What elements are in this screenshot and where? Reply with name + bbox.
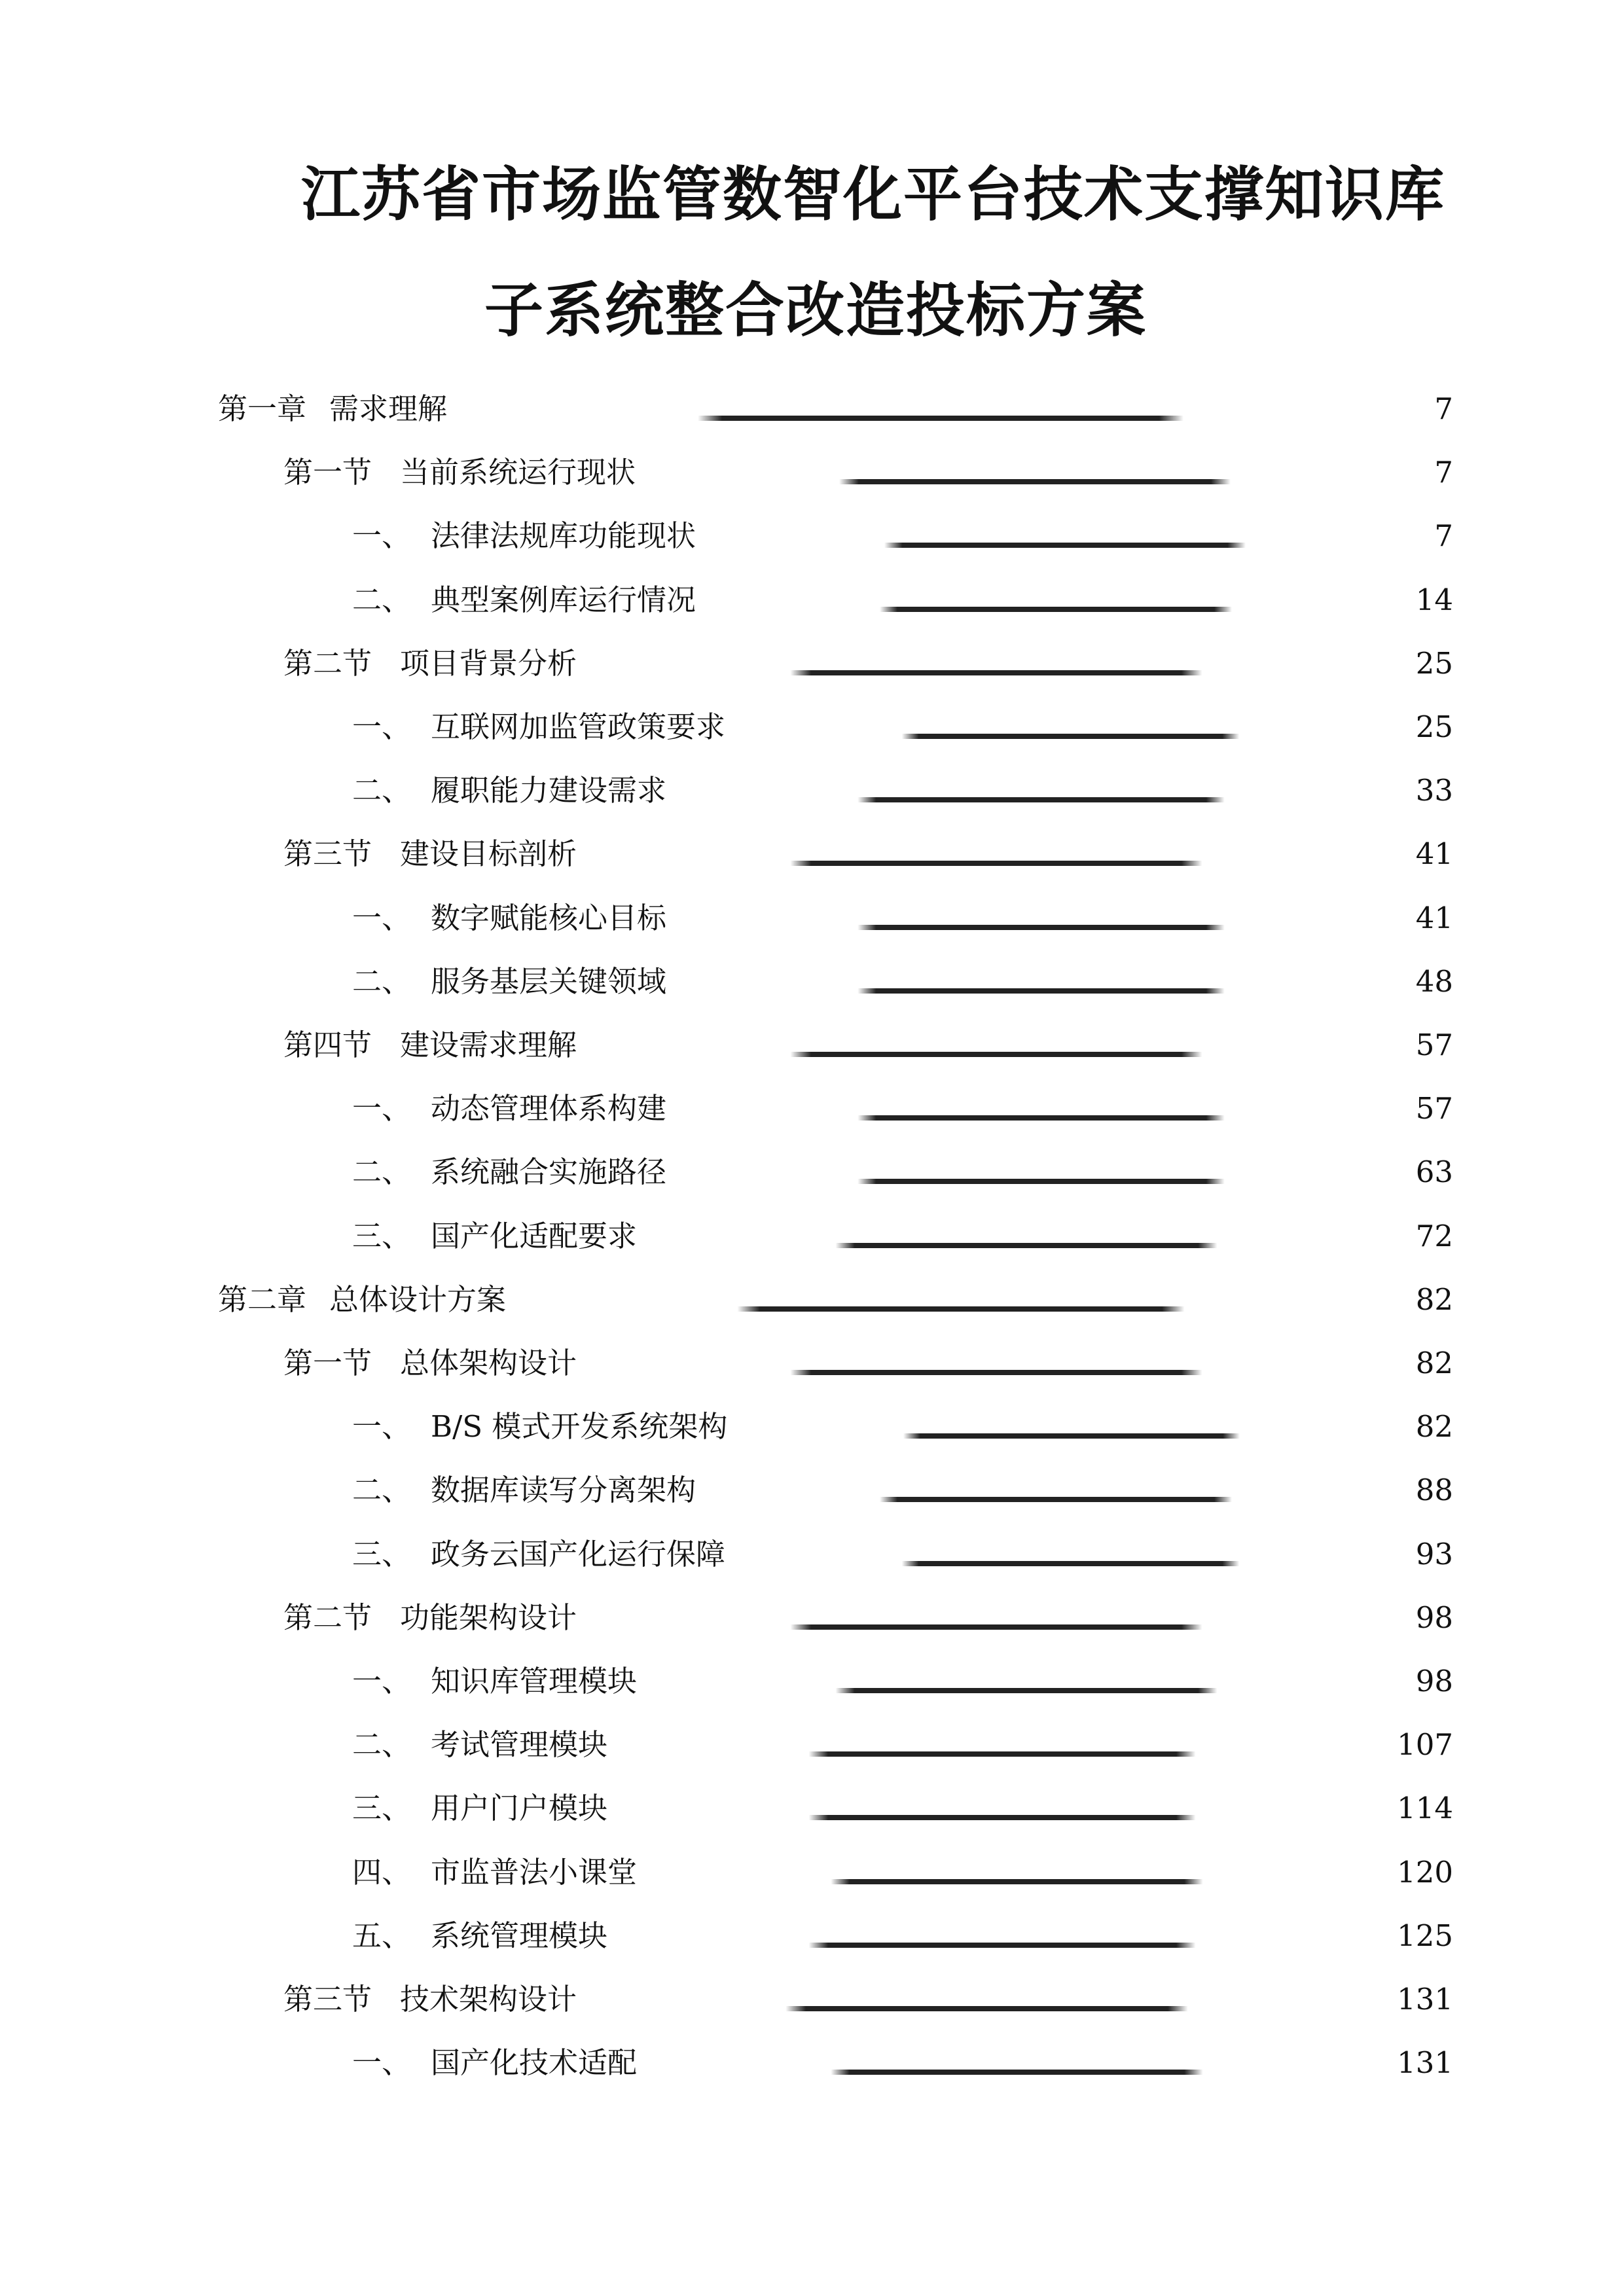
toc-entry[interactable] <box>352 2037 1453 2083</box>
toc-dot-leader <box>674 962 1408 1001</box>
toc-entry-page-number: 7 <box>1434 518 1453 553</box>
toc-entry-page-number: 14 <box>1415 583 1453 617</box>
toc-entry-page-number: 125 <box>1397 1918 1453 1953</box>
toc-entry-number: 二、 <box>352 1727 412 1762</box>
toc-entry-number: 一、 <box>352 518 412 553</box>
toc-dot-leader <box>585 1980 1389 2019</box>
toc-dot-leader <box>615 1916 1389 1956</box>
toc-entry-label: 项目背景分析 <box>400 646 577 681</box>
toc-entry-label: B/S 模式开发系统架构 <box>431 1409 728 1444</box>
toc-entry-number: 五、 <box>352 1918 412 1953</box>
toc-entry[interactable] <box>352 1846 1453 1892</box>
toc-entry-number: 三、 <box>352 1219 412 1253</box>
toc-entry[interactable] <box>352 1910 1453 1956</box>
toc-entry-number: 一、 <box>352 1091 412 1126</box>
toc-entry-label: 互联网加监管政策要求 <box>431 709 726 744</box>
toc-entry-label: 法律法规库功能现状 <box>431 518 696 553</box>
toc-entry-page-number: 131 <box>1397 2045 1453 2080</box>
toc-entry-label: 政务云国产化运行保障 <box>431 1537 726 1571</box>
toc-entry-label: 典型案例库运行情况 <box>431 583 696 617</box>
toc-entry-page-number: 63 <box>1415 1155 1453 1189</box>
toc-entry[interactable] <box>352 892 1453 938</box>
toc-dot-leader <box>585 644 1408 683</box>
toc-entry-label: 系统融合实施路径 <box>431 1155 667 1189</box>
toc-dot-leader <box>585 1026 1408 1065</box>
toc-entry-label: 国产化技术适配 <box>431 2045 638 2080</box>
toc-dot-leader <box>645 1662 1408 1701</box>
toc-entry-page-number: 72 <box>1415 1219 1453 1253</box>
toc-dot-leader <box>643 453 1426 492</box>
toc-entry-page-number: 98 <box>1415 1600 1453 1635</box>
toc-entry[interactable] <box>352 1464 1453 1510</box>
toc-entry-number: 三、 <box>352 1791 412 1825</box>
toc-entry[interactable] <box>352 1401 1453 1446</box>
toc-entry-label: 建设需求理解 <box>400 1028 577 1062</box>
toc-entry-label: 数据库读写分离架构 <box>431 1473 696 1507</box>
toc-entry-label: 需求理解 <box>329 391 448 426</box>
toc-entry[interactable] <box>218 1274 1453 1319</box>
toc-entry-label: 市监普法小课堂 <box>431 1855 638 1890</box>
toc-entry[interactable] <box>218 383 1453 429</box>
toc-entry-number: 第二节 <box>283 646 372 681</box>
toc-entry-page-number: 88 <box>1415 1473 1453 1507</box>
document-title-line-1: 江苏省市场监管数智化平台技术支撑知识库 <box>301 160 1445 229</box>
toc-entry-number: 二、 <box>352 964 412 999</box>
toc-entry-page-number: 48 <box>1415 964 1453 999</box>
toc-dot-leader <box>704 581 1408 620</box>
toc-entry-number: 二、 <box>352 773 412 808</box>
toc-entry-number: 第三节 <box>283 1982 372 2017</box>
toc-dot-leader <box>733 708 1408 747</box>
toc-entry-page-number: 25 <box>1415 646 1453 681</box>
toc-dot-leader <box>585 834 1408 874</box>
toc-entry-number: 一、 <box>352 1409 412 1444</box>
toc-entry-page-number: 120 <box>1397 1855 1453 1890</box>
toc-entry[interactable] <box>283 828 1453 874</box>
toc-entry-page-number: 7 <box>1434 455 1453 490</box>
toc-entry-label: 总体设计方案 <box>329 1282 507 1317</box>
toc-entry-number: 第四节 <box>283 1028 372 1062</box>
toc-entry-number: 二、 <box>352 1155 412 1189</box>
toc-entry-page-number: 57 <box>1415 1028 1453 1062</box>
toc-entry-label: 考试管理模块 <box>431 1727 608 1762</box>
toc-entry-number: 第一节 <box>283 1346 372 1380</box>
toc-entry-number: 二、 <box>352 1473 412 1507</box>
toc-dot-leader <box>645 2043 1389 2083</box>
toc-entry-number: 一、 <box>352 709 412 744</box>
toc-entry[interactable] <box>283 1337 1453 1383</box>
toc-entry[interactable] <box>352 1719 1453 1765</box>
toc-entry-number: 三、 <box>352 1537 412 1571</box>
toc-entry-page-number: 82 <box>1415 1346 1453 1380</box>
toc-entry[interactable] <box>283 446 1453 492</box>
toc-entry-number: 一、 <box>352 901 412 935</box>
toc-entry-label: 功能架构设计 <box>400 1600 577 1635</box>
toc-entry-page-number: 98 <box>1415 1664 1453 1698</box>
toc-entry-label: 用户门户模块 <box>431 1791 608 1825</box>
toc-entry-page-number: 57 <box>1415 1091 1453 1126</box>
toc-entry[interactable] <box>352 1655 1453 1701</box>
toc-dot-leader <box>674 771 1408 810</box>
toc-dot-leader <box>645 1853 1389 1892</box>
toc-dot-leader <box>455 389 1426 429</box>
toc-entry-page-number: 25 <box>1415 709 1453 744</box>
toc-entry-label: 技术架构设计 <box>400 1982 577 2017</box>
toc-entry[interactable] <box>352 510 1453 556</box>
toc-entry-number: 第二章 <box>218 1282 307 1317</box>
toc-dot-leader <box>514 1280 1408 1319</box>
toc-entry[interactable] <box>352 1146 1453 1192</box>
toc-entry-number: 一、 <box>352 2045 412 2080</box>
toc-entry-page-number: 7 <box>1434 391 1453 426</box>
toc-dot-leader <box>615 1789 1389 1828</box>
toc-dot-leader <box>674 899 1408 938</box>
toc-entry-page-number: 131 <box>1397 1982 1453 2017</box>
toc-entry-page-number: 82 <box>1415 1409 1453 1444</box>
toc-dot-leader <box>585 1598 1408 1638</box>
toc-dot-leader <box>704 1471 1408 1510</box>
toc-dot-leader <box>704 516 1426 556</box>
toc-entry-label: 数字赋能核心目标 <box>431 901 667 935</box>
toc-entry-label: 国产化适配要求 <box>431 1219 638 1253</box>
toc-dot-leader <box>733 1535 1408 1574</box>
toc-entry-page-number: 93 <box>1415 1537 1453 1571</box>
toc-entry-page-number: 114 <box>1397 1791 1453 1825</box>
toc-entry-label: 动态管理体系构建 <box>431 1091 667 1126</box>
toc-entry[interactable] <box>352 956 1453 1001</box>
toc-entry[interactable] <box>352 574 1453 620</box>
toc-entry-label: 履职能力建设需求 <box>431 773 667 808</box>
toc-entry-label: 当前系统运行现状 <box>400 455 636 490</box>
toc-entry-number: 第三节 <box>283 836 372 871</box>
toc-entry-label: 总体架构设计 <box>400 1346 577 1380</box>
toc-dot-leader <box>585 1344 1408 1383</box>
toc-entry-number: 一、 <box>352 1664 412 1698</box>
toc-entry-number: 第一节 <box>283 455 372 490</box>
toc-dot-leader <box>615 1725 1389 1765</box>
document-title-line-2: 子系统整合改造投标方案 <box>484 276 1147 345</box>
toc-entry[interactable] <box>352 1083 1453 1128</box>
toc-entry-page-number: 82 <box>1415 1282 1453 1317</box>
toc-entry-number: 四、 <box>352 1855 412 1890</box>
toc-entry[interactable] <box>283 1019 1453 1065</box>
toc-entry[interactable] <box>283 637 1453 683</box>
toc-entry-label: 服务基层关键领域 <box>431 964 667 999</box>
toc-entry[interactable] <box>352 1782 1453 1828</box>
toc-entry-page-number: 41 <box>1415 836 1453 871</box>
toc-dot-leader <box>645 1217 1408 1256</box>
toc-entry-label: 建设目标剖析 <box>400 836 577 871</box>
toc-entry-page-number: 33 <box>1415 773 1453 808</box>
toc-entry-page-number: 107 <box>1397 1727 1453 1762</box>
toc-entry[interactable] <box>283 1592 1453 1638</box>
toc-entry-label: 系统管理模块 <box>431 1918 608 1953</box>
toc-entry[interactable] <box>352 1528 1453 1574</box>
toc-entry[interactable] <box>352 701 1453 747</box>
toc-entry-number: 第一章 <box>218 391 307 426</box>
toc-entry[interactable] <box>283 1973 1453 2019</box>
toc-dot-leader <box>735 1407 1407 1446</box>
toc-entry-number: 第二节 <box>283 1600 372 1635</box>
toc-entry-label: 知识库管理模块 <box>431 1664 638 1698</box>
toc-entry[interactable] <box>352 764 1453 810</box>
toc-dot-leader <box>674 1089 1408 1128</box>
toc-dot-leader <box>674 1153 1408 1192</box>
toc-entry-page-number: 41 <box>1415 901 1453 935</box>
toc-entry-number: 二、 <box>352 583 412 617</box>
toc-entry[interactable] <box>352 1210 1453 1256</box>
